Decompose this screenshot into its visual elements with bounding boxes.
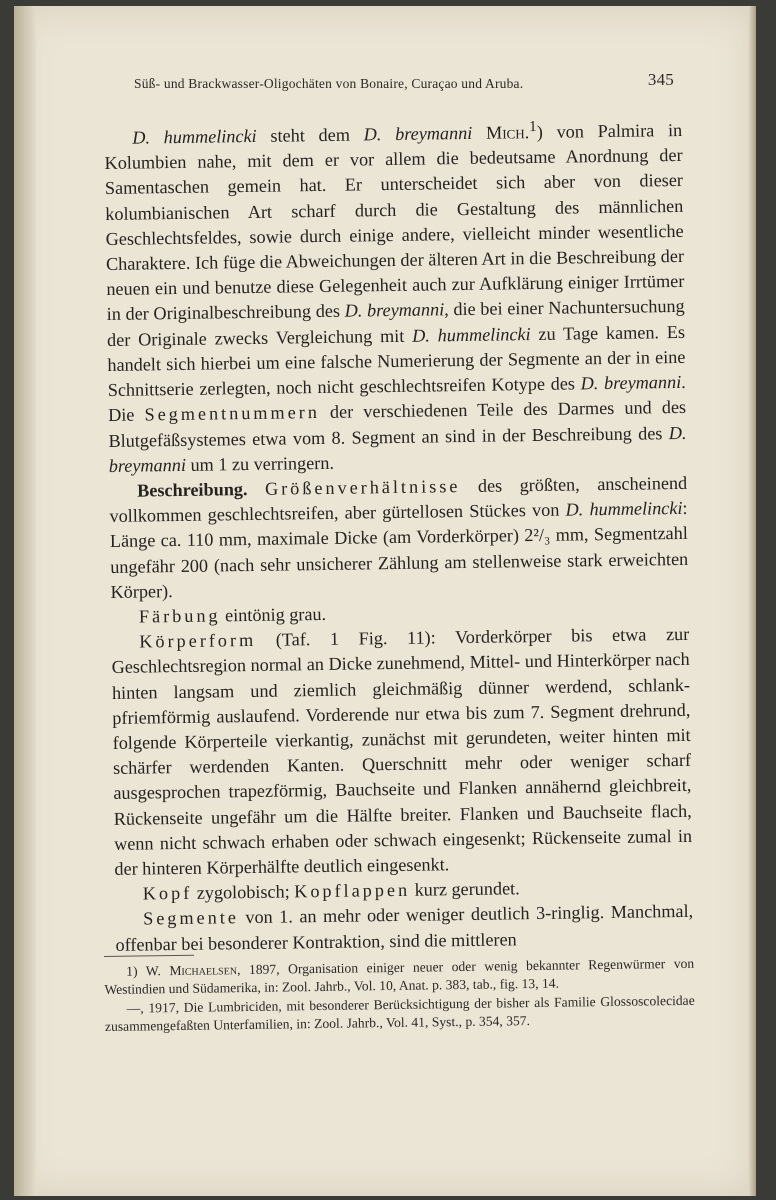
text-run: um 1 zu verringern.: [185, 452, 335, 475]
book-page: [14, 6, 756, 1196]
page-edge: [748, 6, 756, 1196]
text-run: des größten, anscheinend vollkommen geschlechtsreifen, aber gürtellosen Stückes von: [109, 472, 688, 527]
text-run: von 1. an mehr oder weniger deutlich 3-ringlig. Manchmal, offenbar bei besonderer Kontraktion, sind die mittleren: [115, 901, 694, 955]
text-run: kurz gerundet.: [409, 878, 520, 900]
text-run: zygolobisch;: [192, 881, 295, 903]
text-run: , die bei einer Nachuntersuchung der Originale zwecks Vergleichung mit: [106, 296, 685, 350]
section-heading: Beschreibung.: [137, 478, 248, 501]
paragraph-body-form: [111, 622, 692, 882]
footnotes: [104, 948, 695, 1037]
paragraph-description: [109, 471, 689, 605]
species-name: D. breymanni: [363, 122, 473, 145]
spaced-term: Färbung: [138, 605, 221, 627]
text-run: [247, 479, 265, 499]
running-header: [134, 70, 674, 92]
paragraph-intro: [104, 112, 687, 479]
text-run: 1) W.: [126, 963, 170, 979]
spaced-term: Segmentnummern: [144, 402, 320, 425]
species-name: D. breymanni: [580, 372, 682, 394]
text-run: : Länge ca. 110 mm, maximale Dicke (am Vorderkörper) 2²/₃ mm, Segmentzahl ungefähr 200 (nach sehr unsicherer Zählung am stellenweise stark erweichten Körper).: [109, 498, 689, 602]
footnote-2: —, 1917, Die Lumbriciden, mit besonderer Berücksichtigung der bisher als Familie Glossoscolecidae zusammengefaßten Unterfamilien, in: Zool. Jahrb., Vol. 41, Syst., p. 354, 357.: [104, 992, 695, 1035]
spaced-term: Größenverhältnisse: [264, 475, 461, 499]
species-name: D. breymanni: [344, 299, 445, 322]
text-run: der verschiedenen Teile des Darmes und des Blutgefäßsystemes etwa vom 8. Segment an sind in der Beschreibung des: [108, 397, 687, 451]
text-run: (Taf. 1 Fig. 11): Vorderkörper bis etwa zur Geschlechtsregion normal an Dicke zunehmend, Mittel- und Hinterkörper nach hinten langsam und ziemlich gleichmäßig dünner werdend, schlank-pfriemförmig auslaufend. Vorderende nur etwa bis zum 7. Segment drehrund, folgende Körperteile vierkantig, zunächst mit gerundeten, weiter hinten mit schärfer werdenden Kanten. Querschnitt mehr oder weniger scharf ausgesprochen trapezförmig, Bauchseite und Flanken annähernd gleichbreit, Rückenseite ungefähr um die Hälfte breiter. Flanken und Bauchseite flach, wenn nicht schwach erhaben oder schwach eingesenkt; Rückenseite zumal in der hinteren Körperhälfte deutlich eingesenkt.: [111, 624, 693, 879]
spaced-term: Kopflappen: [294, 879, 411, 902]
text-run: steht dem: [256, 124, 364, 146]
page-gutter: [14, 6, 36, 1196]
author-name: Michaelsen: [169, 962, 238, 979]
species-name: D. hummelincki: [132, 125, 257, 148]
spaced-term: Kopf: [142, 883, 193, 904]
text-run: eintönig grau.: [220, 603, 327, 626]
spaced-term: Körperform: [139, 630, 257, 652]
text-run: , 1897, Organisation einiger neuer oder wenig bekannter Regenwürmer von Westindien und Südamerika, in: Zool. Jahrb., Vol. 10, Anat. p. 383, tab., fig. 13, 14.: [104, 955, 695, 998]
page-number: 345: [647, 70, 674, 89]
author-name: Mich.: [485, 122, 530, 143]
species-name: D. hummelincki: [565, 498, 683, 520]
body-text: [104, 112, 694, 958]
running-title: Süß- und Brackwasser-Oligochäten von Bonaire, Curaçao und Aruba.: [134, 76, 524, 91]
species-name: D. breymanni: [108, 422, 687, 476]
text-run: [472, 123, 486, 143]
text-run: . Die: [107, 371, 686, 426]
species-name: D. hummelincki: [412, 323, 531, 346]
footnote-marker: 1: [528, 117, 537, 136]
text-run: zu Tage kamen. Es handelt sich hierbei um eine falsche Numerierung der Segmente an der in eine Schnittserie zerlegten, noch nicht geschlechtsreifen Kotype des: [107, 321, 686, 401]
footnote-rule: [104, 955, 194, 957]
text-run: ) von Palmira in Kolumbien nahe, mit dem er vor allem die bedeutsame Anordnung der Samentaschen gemein hat. Er unterscheidet sich aber von dieser kolumbianischen Art scharf durch die Gestaltung des männlichen Geschlechtsfeldes, sowie durch einige andere, vielleicht minder wesentliche Charaktere. Ich füge die Abweichungen der älteren Art in die Beschreibung der neuen ein und benutze diese Gelegenheit auch zur Aufklärung einiger Irrtümer in der Originalbeschreibung des: [104, 119, 685, 325]
spaced-term: Segmente: [143, 907, 240, 929]
